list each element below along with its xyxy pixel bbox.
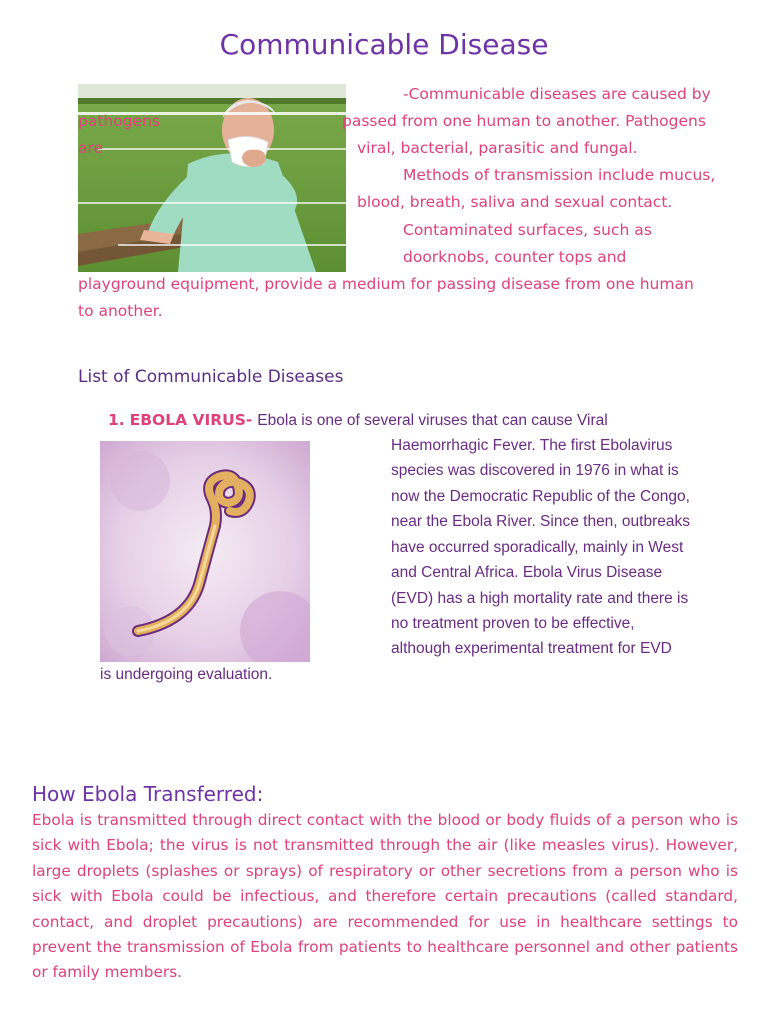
intro-line: doorknobs, counter tops and — [403, 248, 627, 266]
intro-line: Methods of transmission include mucus, — [403, 166, 716, 184]
transfer-paragraph: Ebola is transmitted through direct contact with the blood or body fluids of a person who is sick with Ebola; the virus is not transmitted through the air (like measles virus). However, large droplets (splashes or sprays) of respiratory or other secretions from a person who is sick with Ebola could be infectious, and therefore certain precautions (called standard, contact, and droplet precautions) are recommended for use in healthcare settings to prevent the transmission of Ebola from patients to healthcare personnel and other patients or family members. — [32, 811, 738, 982]
intro-line: -Communicable diseases are caused by — [403, 85, 711, 103]
ebola-line: have occurred sporadically, mainly in West — [391, 539, 684, 556]
page-title: Communicable Disease — [219, 28, 549, 61]
section-heading: How Ebola Transferred: — [32, 782, 264, 806]
intro-line: Contaminated surfaces, such as — [403, 221, 652, 239]
ebola-line: Haemorrhagic Fever. The first Ebolavirus — [391, 437, 673, 454]
ebola-line: and Central Africa. Ebola Virus Disease — [391, 564, 663, 581]
ebola-line: now the Democratic Republic of the Congo, — [391, 488, 690, 505]
list-number: 1. — [108, 411, 125, 429]
ebola-line: near the Ebola River. Since then, outbreaks — [391, 513, 690, 530]
ebola-line: Ebola is one of several viruses that can cause Viral — [257, 412, 608, 429]
intro-line: are — [78, 139, 104, 157]
intro-line: passed from one human to another. Pathogens — [342, 112, 706, 130]
ebola-line: although experimental treatment for EVD — [391, 640, 672, 657]
ebola-heading — [108, 411, 608, 430]
separator: - — [245, 411, 253, 429]
ebola-line: species was discovered in 1976 in what is — [391, 462, 679, 479]
intro-line: playground equipment, provide a medium for passing disease from one human — [78, 275, 694, 293]
intro-line: blood, breath, saliva and sexual contact. — [357, 193, 673, 211]
ebola-line: is undergoing evaluation. — [100, 666, 273, 683]
list-heading: List of Communicable Diseases — [78, 367, 344, 387]
intro-line: to another. — [78, 302, 163, 320]
ebola-name: EBOLA VIRUS — [129, 411, 246, 429]
intro-line: viral, bacterial, parasitic and fungal. — [357, 139, 638, 157]
ebola-virus-image — [100, 441, 310, 662]
intro-line: pathogens — [78, 112, 160, 130]
ebola-line: (EVD) has a high mortality rate and there is — [391, 590, 689, 607]
ebola-line: no treatment proven to be effective, — [391, 615, 635, 632]
